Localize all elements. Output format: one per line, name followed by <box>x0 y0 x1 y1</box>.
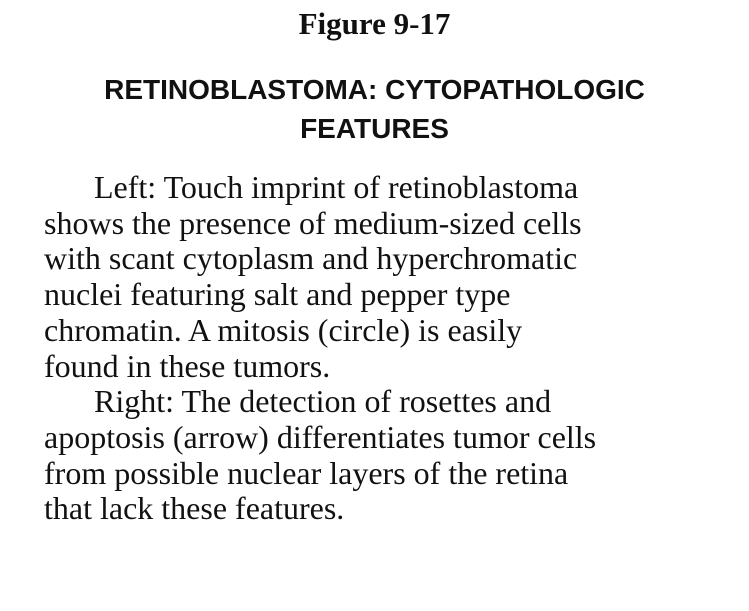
caption-line: chromatin. A mitosis (circle) is easily <box>44 311 523 348</box>
heading-line-1: RETINOBLASTOMA: CYTOPATHOLOGIC <box>104 74 645 105</box>
caption-line: from possible nuclear layers of the retina <box>44 454 569 491</box>
heading-line-2: FEATURES <box>300 113 449 144</box>
caption-line: with scant cytoplasm and hyperchromatic <box>44 240 578 277</box>
caption-line: shows the presence of medium-sized cells <box>44 204 582 241</box>
figure-label: Figure 9-17 <box>298 6 451 41</box>
caption-line: apoptosis (arrow) differentiates tumor cells <box>44 418 597 455</box>
caption-line: nuclei featuring salt and pepper type <box>44 276 511 313</box>
caption-paragraph-right <box>44 384 744 527</box>
caption-line: found in these tumors. <box>44 347 331 384</box>
caption-paragraph-left <box>44 170 744 384</box>
section-heading <box>0 70 749 148</box>
caption-line: Right: The detection of rosettes and <box>94 383 552 420</box>
caption-body <box>44 170 744 527</box>
caption-line: that lack these features. <box>44 490 345 527</box>
caption-line: Left: Touch imprint of retinoblastoma <box>94 169 579 205</box>
